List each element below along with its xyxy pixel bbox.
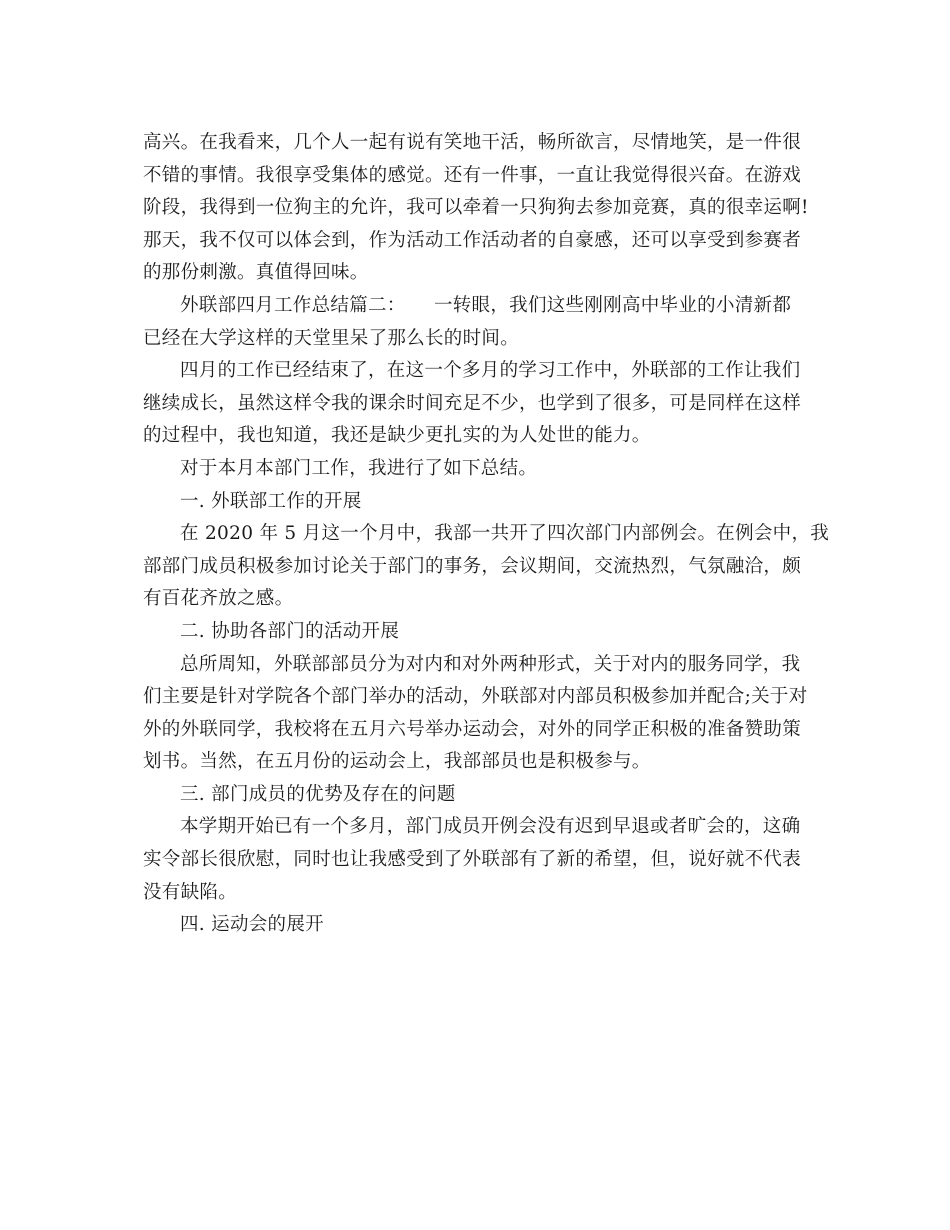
text-line: 阶段，我得到一位狗主的允许，我可以牵着一只狗狗去参加竞赛，真的很幸运啊! (143, 197, 809, 219)
section-heading: 三. 部门成员的优势及存在的问题 (180, 783, 456, 805)
section-heading: 四. 运动会的展开 (180, 914, 324, 936)
heading-three (143, 779, 808, 812)
text-line: 划书。当然，在五月份的运动会上，我部部员也是积极参与。 (143, 751, 651, 773)
text-line: 没有缺陷。 (143, 881, 238, 903)
text-line: 的那份刺激。真值得回味。 (143, 262, 369, 284)
heading-one (143, 486, 808, 519)
text-line: 总所周知，外联部部员分为对内和对外两种形式，关于对内的服务同学，我 (180, 653, 801, 675)
section-heading: 二. 协助各部门的活动开展 (180, 620, 400, 642)
text-line: 高兴。在我看来，几个人一起有说有笑地干活，畅所欲言，尽情地笑，是一件很 (143, 132, 802, 153)
text-line: 部部门成员积极参加讨论关于部门的事务，会议期间，交流热烈，气氛融洽，颇 (143, 555, 802, 577)
text-line: 不错的事情。我很享受集体的感觉。还有一件事，一直让我觉得很兴奋。在游戏 (143, 164, 802, 186)
text-line: 外联部四月工作总结篇二： 一转眼，我们这些刚刚高中毕业的小清新都 (180, 294, 792, 316)
text-line: 有百花齐放之感。 (143, 588, 294, 610)
document-body (143, 127, 830, 942)
text-line: 们主要是针对学院各个部门举办的活动，外联部对内部员积极参加并配合;关于对 (143, 686, 808, 708)
heading-four (143, 909, 808, 942)
paragraph-section-intro (143, 290, 808, 355)
paragraph-april-work (143, 355, 808, 453)
text-line: 本学期开始已有一个多月，部门成员开例会没有迟到早退或者旷会的，这确 (180, 816, 801, 838)
text-line: 对于本月本部门工作，我进行了如下总结。 (180, 457, 538, 479)
text-line: 那天，我不仅可以体会到，作为活动工作活动者的自豪感，还可以享受到参赛者 (143, 229, 802, 251)
text-line: 在 2020 年 5 月这一个月中，我部一共开了四次部门内部例会。在例会中，我 (180, 523, 830, 545)
text-line: 已经在大学这样的天堂里呆了那么长的时间。 (143, 327, 520, 349)
paragraph-members (143, 811, 808, 909)
paragraph-assist (143, 649, 808, 779)
paragraph-meetings (143, 518, 830, 616)
heading-two (143, 616, 808, 649)
paragraph-continuation (143, 127, 808, 290)
text-line: 四月的工作已经结束了，在这一个多月的学习工作中，外联部的工作让我们 (180, 360, 801, 382)
section-heading: 一. 外联部工作的开展 (180, 490, 362, 512)
text-line: 实令部长很欣慰，同时也让我感受到了外联部有了新的希望，但，说好就不代表 (143, 849, 802, 871)
paragraph-summary-intro (143, 453, 808, 486)
text-line: 的过程中，我也知道，我还是缺少更扎实的为人处世的能力。 (143, 425, 651, 447)
text-line: 继续成长，虽然这样令我的课余时间充足不少，也学到了很多，可是同样在这样 (143, 392, 802, 414)
text-line: 外的外联同学，我校将在五月六号举办运动会，对外的同学正积极的准备赞助策 (143, 718, 802, 740)
